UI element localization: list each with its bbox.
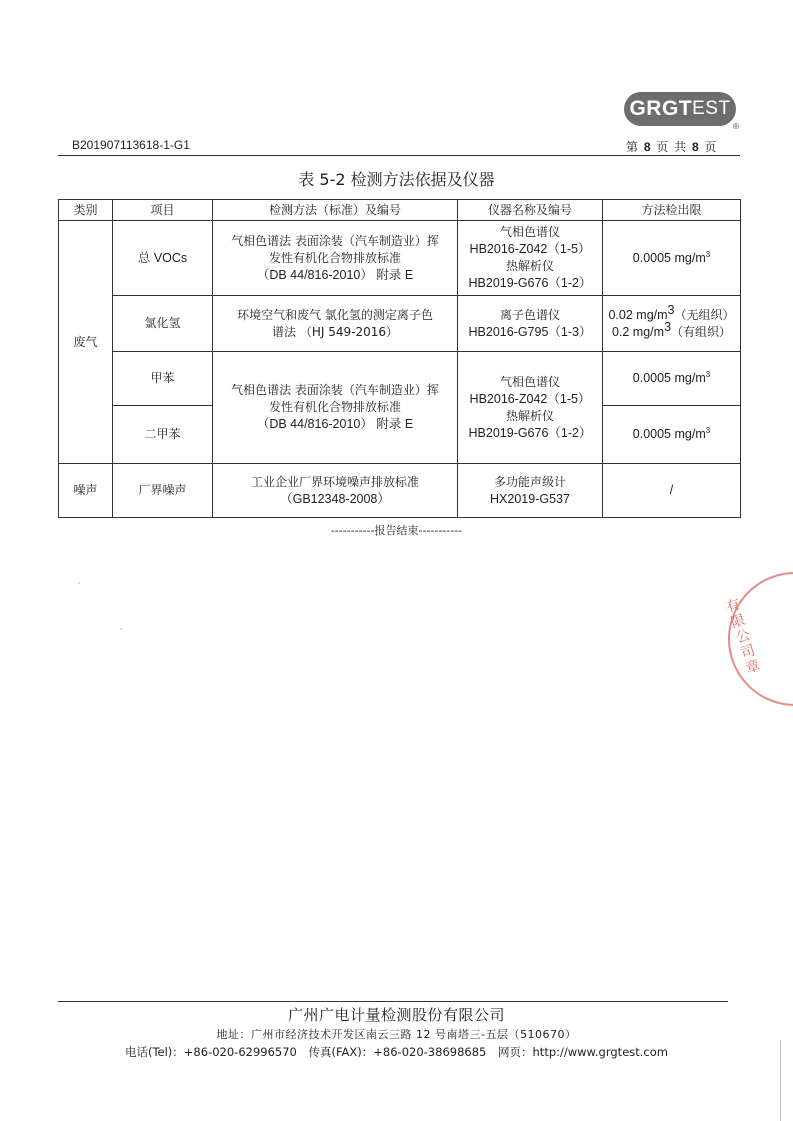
contact-web: 网页：http://www.grgtest.com <box>498 1045 668 1059</box>
header-limit: 方法检出限 <box>603 200 741 221</box>
instrument-noise <box>458 464 603 518</box>
limit-unit-exponent: 3 <box>705 249 711 259</box>
limit-line <box>607 302 736 324</box>
limit-hcl <box>603 296 741 352</box>
header-divider <box>58 155 740 156</box>
header-category: 类别 <box>59 200 113 221</box>
item-toluene: 甲苯 <box>113 352 213 406</box>
method-vocs <box>213 221 458 296</box>
instrument-line: HB2016-G795（1-3） <box>468 324 592 339</box>
table-header-row <box>59 200 741 221</box>
page-total: 8 <box>691 140 700 154</box>
page-indicator <box>626 138 717 155</box>
contact-fax: 传真(FAX)：+86-020-38698685 <box>308 1045 487 1059</box>
header-instrument: 仪器名称及编号 <box>458 200 603 221</box>
header-method: 检测方法（标准）及编号 <box>213 200 458 221</box>
instrument-benzenes <box>458 352 603 464</box>
table-row-toluene-top <box>59 352 741 380</box>
page-suffix: 页 <box>699 140 718 154</box>
methods-table <box>58 199 741 518</box>
limit-toluene <box>603 352 741 406</box>
page-mid: 页 共 <box>651 140 692 154</box>
logo-bold-text: GRGT <box>629 97 693 120</box>
limit-unit-exponent: 3 <box>667 302 675 317</box>
header-item: 项目 <box>113 200 213 221</box>
limit-value: 0.2 mg/m <box>611 324 665 339</box>
contact-tel: 电话(Tel)：+86-020-62996570 <box>124 1045 297 1059</box>
page-current: 8 <box>643 140 652 154</box>
limit-note: （无组织） <box>674 307 735 322</box>
instrument-line: HB2016-Z042（1-5） <box>469 242 591 256</box>
registered-mark: ® <box>732 122 740 131</box>
limit-unit-exponent: 3 <box>705 369 711 379</box>
method-line: （DB 44/816-2010） 附录 E <box>256 267 414 282</box>
item-vocs: 总 VOCs <box>113 221 213 296</box>
company-seal-text: 有限公司章 <box>724 596 763 678</box>
limit-line <box>607 319 736 341</box>
table-row-hcl <box>59 296 741 352</box>
instrument-line: HB2019-G676（1-2） <box>468 425 592 440</box>
method-line: 工业企业厂界环境噪声排放标准 <box>250 474 419 489</box>
limit-value: 0.02 mg/m <box>608 307 668 322</box>
method-line: 发性有机化合物排放标准 <box>268 400 401 414</box>
method-hcl <box>213 296 458 352</box>
item-noise: 厂界噪声 <box>113 464 213 518</box>
method-line: 谱法 （HJ 549-2016） <box>272 324 398 339</box>
table-title: 表 5-2 检测方法依据及仪器 <box>298 170 495 189</box>
scan-speck <box>120 628 122 630</box>
table-row-noise <box>59 464 741 518</box>
contact-line <box>0 1044 793 1060</box>
footer-divider <box>58 1001 728 1002</box>
company-name: 广州广电计量检测股份有限公司 <box>287 1006 505 1024</box>
report-number: B201907113618-1-G1 <box>72 138 190 152</box>
item-xylene: 二甲苯 <box>113 406 213 464</box>
company-address: 地址：广州市经济技术开发区南云三路 12 号南塔三-五层（510670） <box>216 1028 577 1041</box>
method-line: 气相色谱法 表面涂装（汽车制造业）挥 <box>231 383 439 397</box>
instrument-vocs <box>458 221 603 296</box>
method-line: （DB 44/816-2010） 附录 E <box>256 417 414 431</box>
limit-value: 0.0005 mg/m <box>632 427 706 441</box>
instrument-line: 多功能声级计 <box>493 474 566 489</box>
limit-noise: / <box>603 464 741 518</box>
instrument-line: 气相色谱仪 <box>499 225 560 239</box>
limit-value: 0.0005 mg/m <box>632 371 706 385</box>
page-prefix: 第 <box>626 140 644 154</box>
limit-xylene <box>603 406 741 464</box>
method-benzenes <box>213 352 458 464</box>
method-line: 气相色谱法 表面涂装（汽车制造业）挥 <box>231 233 439 248</box>
item-hcl: 氯化氢 <box>113 296 213 352</box>
scan-speck <box>78 582 80 584</box>
instrument-line: 热解析仪 <box>505 259 554 273</box>
table-row-vocs <box>59 221 741 296</box>
instrument-line: HB2016-Z042（1-5） <box>469 391 591 406</box>
instrument-line: HB2019-G676（1-2） <box>468 276 592 290</box>
grgtest-logo <box>624 92 736 126</box>
report-end-marker: -----------报告结束----------- <box>330 524 463 537</box>
method-line: 环境空气和废气 氯化氢的测定离子色 <box>237 307 433 322</box>
category-noise: 噪声 <box>59 464 113 518</box>
method-noise <box>213 464 458 518</box>
instrument-hcl <box>458 296 603 352</box>
method-line: （GB12348-2008） <box>280 491 390 506</box>
instrument-line: 气相色谱仪 <box>499 374 560 389</box>
category-waste-gas: 废气 <box>59 221 113 464</box>
limit-unit-exponent: 3 <box>664 319 672 334</box>
method-line: 发性有机化合物排放标准 <box>268 250 401 265</box>
instrument-line: 离子色谱仪 <box>499 307 560 322</box>
instrument-line: HX2019-G537 <box>490 491 570 506</box>
limit-vocs <box>603 221 741 296</box>
limit-value: 0.0005 mg/m <box>632 250 706 265</box>
limit-note: （有组织） <box>671 324 732 339</box>
instrument-line: 热解析仪 <box>505 408 554 423</box>
logo-light-text: EST <box>692 98 731 119</box>
limit-unit-exponent: 3 <box>705 425 711 435</box>
